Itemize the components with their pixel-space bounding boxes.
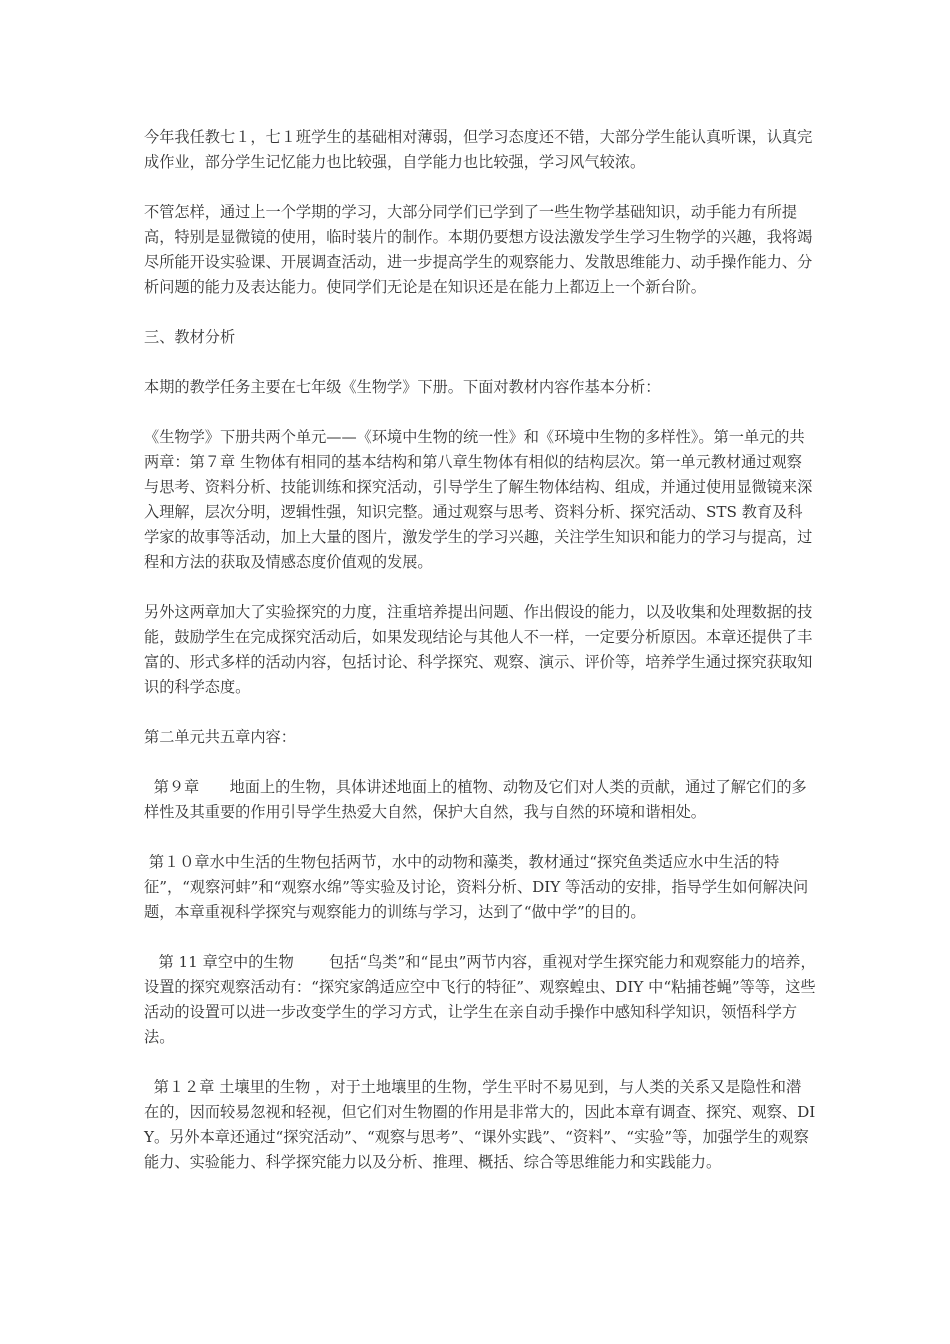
paragraph-learning-progress: 不管怎样，通过上一个学期的学习，大部分同学们已学到了一些生物学基础知识，动手能力有所提高，特别是显微镜的使用，临时装片的制作。本期仍要想方设法激发学生学习生物学的兴趣，我将竭尽所能开设实验课、开展调查活动，进一步提高学生的观察能力、发散思维能力、动手操作能力、分析问题的能力及表达能力。使同学们无论是在知识还是在能力上都迈上一个新台阶。: [144, 203, 813, 296]
paragraph-chapter-10: 第１０章水中生活的生物包括两节，水中的动物和藻类，教材通过“探究鱼类适应水中生活的特征”，“观察河蚌”和“观察水绵”等实验及讨论，资料分析、DIY 等活动的安排，指导学生如何解决问题，本章重视科学探究与观察能力的训练与学习，达到了“做中学”的目的。: [144, 853, 809, 921]
document-body: [144, 125, 816, 1200]
paragraph-teaching-task: 本期的教学任务主要在七年级《生物学》下册。下面对教材内容作基本分析：: [144, 378, 661, 396]
paragraph-unit-two-intro: 第二单元共五章内容：: [144, 728, 296, 746]
paragraph-chapter-12: 第１２章 土壤里的生物 ，对于土地壤里的生物，学生平时不易见到，与人类的关系又是隐性和潜在的，因而较易忽视和轻视，但它们对生物圈的作用是非常大的，因此本章有调查、探究、观察、DIY。另外本章还通过“探究活动”、“观察与思考”、“课外实践”、“资料”、“实验”等，加强学生的观察能力、实验能力、科学探究能力以及分析、推理、概括、综合等思维能力和实践能力。: [144, 1078, 816, 1171]
paragraph-chapter-11: 第 11 章空中的生物 包括“鸟类”和“昆虫”两节内容，重视对学生探究能力和观察能力的培养，设置的探究观察活动有：“探究家鸽适应空中飞行的特征”、观察蝗虫、DIY 中“粘捕苍蝇”等等，这些活动的设置可以进一步改变学生的学习方式，让学生在亲自动手操作中感知科学知识，领悟科学方法。: [144, 953, 816, 1046]
paragraph-experiment-inquiry: 另外这两章加大了实验探究的力度，注重培养提出问题、作出假设的能力，以及收集和处理数据的技能，鼓励学生在完成探究活动后，如果发现结论与其他人不一样，一定要分析原因。本章还提供了丰富的、形式多样的活动内容，包括讨论、科学探究、观察、演示、评价等，培养学生通过探究获取知识的科学态度。: [144, 603, 813, 696]
paragraph-class-situation: 今年我任教七１，七１班学生的基础相对薄弱，但学习态度还不错，大部分学生能认真听课，认真完成作业，部分学生记忆能力也比较强，自学能力也比较强，学习风气较浓。: [144, 128, 813, 171]
paragraph-chapter-9: 第９章 地面上的生物，具体讲述地面上的植物、动物及它们对人类的贡献，通过了解它们的多样性及其重要的作用引导学生热爱大自然，保护大自然，我与自然的环境和谐相处。: [144, 778, 807, 821]
paragraph-unit-one: 《生物学》下册共两个单元——《环境中生物的统一性》和《环境中生物的多样性》。第一单元的共两章：第７章 生物体有相同的基本结构和第八章生物体有相似的结构层次。第一单元教材通过观察与思考、资料分析、技能训练和探究活动，引导学生了解生物体结构、组成，并通过使用显微镜来深入理解，层次分明，逻辑性强，知识完整。通过观察与思考、资料分析、探究活动、STS 教育及科学家的故事等活动，加上大量的图片，激发学生的学习兴趣，关注学生知识和能力的学习与提高，过程和方法的获取及情感态度价值观的发展。: [144, 428, 813, 571]
section-heading-textbook-analysis: 三、教材分析: [144, 328, 236, 346]
